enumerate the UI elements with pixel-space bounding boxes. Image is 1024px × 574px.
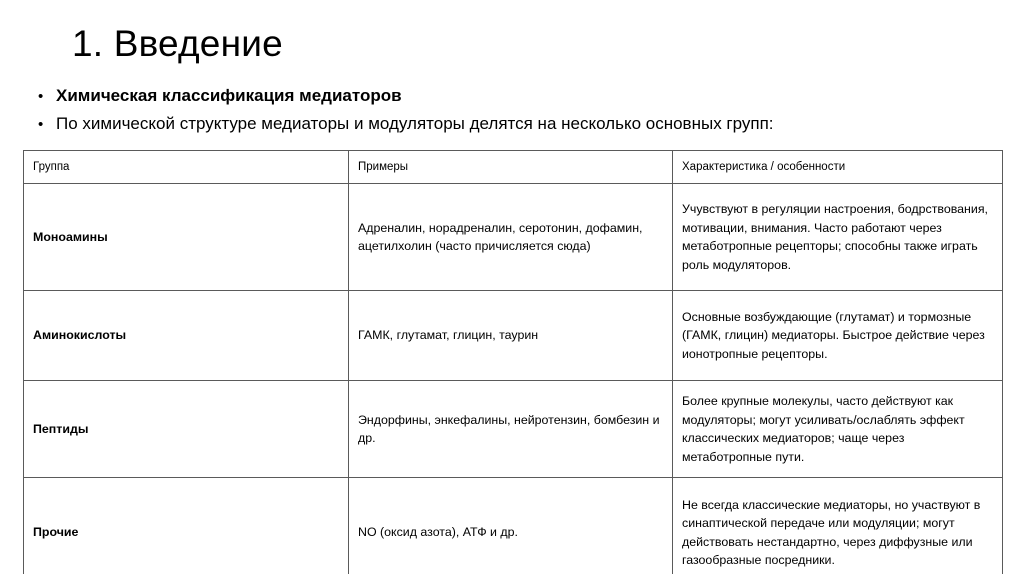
table-header-row xyxy=(24,151,1003,184)
table-row xyxy=(24,381,1003,478)
cell-examples: Адреналин, норадреналин, серотонин, дофамин, ацетилхолин (часто причисляется сюда) xyxy=(349,184,673,291)
table-body xyxy=(24,184,1003,574)
cell-group: Прочие xyxy=(24,478,349,574)
page-title: 1. Введение xyxy=(72,23,283,64)
column-header-characteristics: Характеристика / особенности xyxy=(673,151,1003,184)
column-header-group: Группа xyxy=(24,151,349,184)
classification-table-wrapper xyxy=(23,150,1002,574)
bullet-dot-icon: • xyxy=(38,88,44,105)
table-header xyxy=(24,151,1003,184)
cell-examples: Эндорфины, энкефалины, нейротензин, бомбезин и др. xyxy=(349,381,673,478)
list-item-label: По химической структуре медиаторы и модуляторы делятся на несколько основных групп: xyxy=(56,114,774,133)
list-item-label: Химическая классификация медиаторов xyxy=(56,86,402,105)
cell-characteristics: Учувствуют в регуляции настроения, бодрствования, мотивации, внимания. Часто работают через метаботропные рецепторы; способны также играть роль модуляторов. xyxy=(673,184,1003,291)
cell-group: Аминокислоты xyxy=(24,291,349,381)
column-header-examples: Примеры xyxy=(349,151,673,184)
bullet-list xyxy=(34,82,994,138)
table-row xyxy=(24,184,1003,291)
cell-characteristics: Основные возбуждающие (глутамат) и тормозные (ГАМК, глицин) медиаторы. Быстрое действие через ионотропные рецепторы. xyxy=(673,291,1003,381)
list-item xyxy=(34,110,994,138)
cell-group: Пептиды xyxy=(24,381,349,478)
table-row xyxy=(24,291,1003,381)
bullet-dot-icon: • xyxy=(38,116,44,133)
cell-characteristics: Не всегда классические медиаторы, но участвуют в синаптической передаче или модуляции; могут действовать нестандартно, через диффузные или газообразные посредники. xyxy=(673,478,1003,574)
list-item xyxy=(34,82,994,110)
cell-examples: ГАМК, глутамат, глицин, таурин xyxy=(349,291,673,381)
cell-examples: NO (оксид азота), АТФ и др. xyxy=(349,478,673,574)
classification-table xyxy=(23,150,1003,574)
table-row xyxy=(24,478,1003,574)
cell-characteristics: Более крупные молекулы, часто действуют как модуляторы; могут усиливать/ослаблять эффект классических медиаторов; чаще через метаботропные пути. xyxy=(673,381,1003,478)
cell-group: Моноамины xyxy=(24,184,349,291)
